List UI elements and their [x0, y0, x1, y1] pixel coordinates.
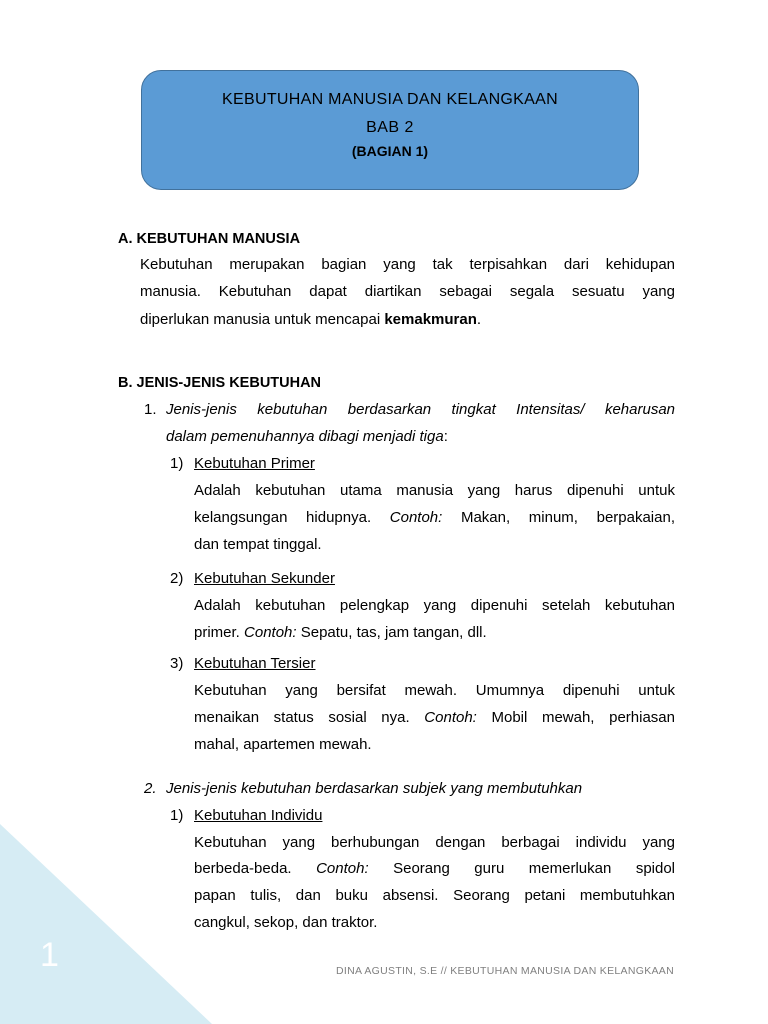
item-individu-line-2: berbeda-beda. Contoh: Seorang guru memerlukan spidol	[194, 860, 676, 877]
item-sekunder-line-1: Adalah kebutuhan pelengkap yang dipenuhi setelah kebutuhan	[194, 597, 675, 614]
item-sekunder-title: Kebutuhan Sekunder	[194, 570, 335, 587]
item-individu-number: 1)	[170, 807, 184, 824]
item-individu-title: Kebutuhan Individu	[194, 807, 323, 824]
item-primer-title: Kebutuhan Primer	[194, 455, 315, 472]
group-2-number: 2.	[144, 780, 157, 797]
item-tersier-title: Kebutuhan Tersier	[194, 655, 316, 672]
item-tersier-line-1: Kebutuhan yang bersifat mewah. Umumnya dipenuhi untuk	[194, 682, 675, 699]
page-number: 1	[40, 936, 59, 974]
keyword-kemakmuran: kemakmuran	[384, 311, 477, 328]
section-a-line-2: manusia. Kebutuhan dapat diartikan sebagai segala sesuatu yang	[140, 283, 675, 300]
corner-decoration	[0, 824, 212, 1024]
group-1-number: 1.	[144, 401, 157, 418]
item-individu-line-4: cangkul, sekop, dan traktor.	[194, 914, 378, 931]
section-a-heading: A. KEBUTUHAN MANUSIA	[118, 231, 301, 247]
section-a-line-3: diperlukan manusia untuk mencapai kemakmuran.	[140, 311, 482, 328]
page-footer: DINA AGUSTIN, S.E // KEBUTUHAN MANUSIA DAN KELANGKAAN	[336, 965, 674, 977]
group-1-line-1: Jenis-jenis kebutuhan berdasarkan tingkat Intensitas/ keharusan	[166, 401, 675, 418]
group-1-line-2: dalam pemenuhannya dibagi menjadi tiga:	[166, 428, 448, 445]
chapter-number: BAB 2	[366, 119, 414, 136]
item-individu-line-1: Kebutuhan yang berhubungan dengan berbagai individu yang	[194, 834, 675, 851]
item-individu-line-3: papan tulis, dan buku absensi. Seorang petani membutuhkan	[194, 887, 675, 904]
item-tersier-line-3: mahal, apartemen mewah.	[194, 736, 372, 753]
item-primer-line-3: dan tempat tinggal.	[194, 536, 322, 553]
chapter-title: KEBUTUHAN MANUSIA DAN KELANGKAAN	[222, 91, 558, 108]
item-tersier-number: 3)	[170, 655, 184, 672]
item-sekunder-number: 2)	[170, 570, 184, 587]
item-primer-line-1: Adalah kebutuhan utama manusia yang harus dipenuhi untuk	[194, 482, 675, 499]
group-2-line-1: Jenis-jenis kebutuhan berdasarkan subjek yang membutuhkan	[166, 780, 583, 797]
item-primer-line-2: kelangsungan hidupnya. Contoh: Makan, minum, berpakaian,	[194, 509, 675, 526]
item-sekunder-line-2: primer. Contoh: Sepatu, tas, jam tangan, dll.	[194, 624, 487, 641]
item-primer-number: 1)	[170, 455, 184, 472]
item-tersier-line-2: menaikan status sosial nya. Contoh: Mobil mewah, perhiasan	[194, 709, 675, 726]
section-a-line-1: Kebutuhan merupakan bagian yang tak terpisahkan dari kehidupan	[140, 256, 675, 273]
section-b-heading: B. JENIS-JENIS KEBUTUHAN	[118, 375, 322, 391]
chapter-header-box	[141, 70, 639, 190]
chapter-part: (BAGIAN 1)	[351, 143, 429, 159]
